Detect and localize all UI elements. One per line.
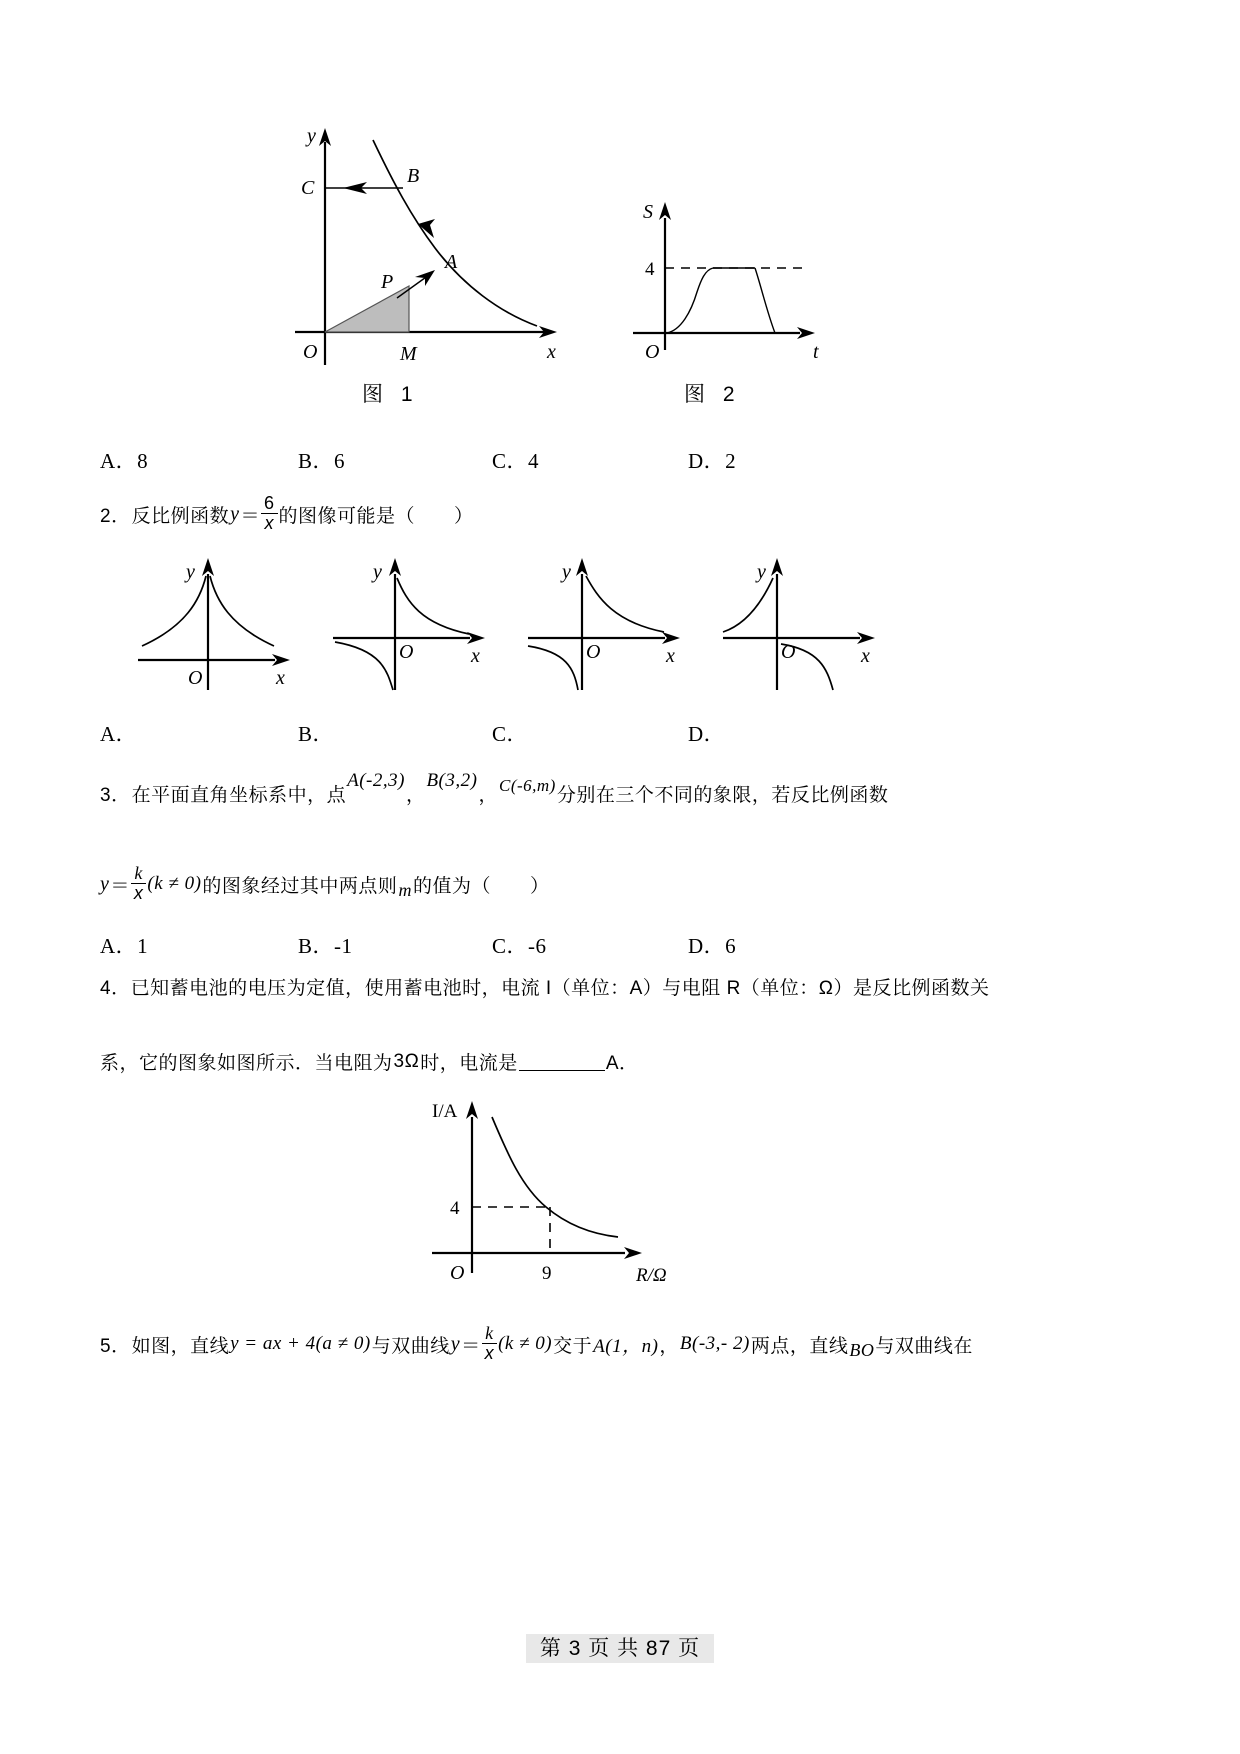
q2-equals: ＝ [240,505,260,527]
figure-2-caption: 图 2 [684,383,741,406]
svg-text:x: x [861,645,870,667]
question-4-line-2 [100,1048,639,1075]
q2-graph-option-d[interactable] [715,552,890,697]
svg-text:O: O [188,667,203,689]
q5-hyperbola-y: y [450,1332,461,1355]
q5-point-b: B(-3,- 2) [679,1333,750,1355]
q2-graph-option-c[interactable] [520,552,695,697]
q3-comma-1: ， [405,785,426,806]
q3-line1-a: 在平面直角坐标系中，点 [131,785,347,806]
svg-text:M: M [400,343,417,365]
q3-number: 3． [100,785,131,806]
svg-text:P: P [381,271,394,293]
svg-text:O: O [399,641,414,663]
q3-option-c[interactable]: C．-6 [492,934,547,958]
svg-text:y: y [307,125,316,147]
q3-line2-b: 的值为（ ） [412,875,550,897]
q5-hyperbola-fraction [482,1324,498,1363]
figure-2 [625,190,845,375]
question-3-formula-line [100,865,549,904]
svg-text:y: y [757,561,766,583]
q3-formula-numerator: k [134,863,143,883]
q5-text-d: 两点，直线 [750,1335,849,1357]
svg-text:x: x [547,341,556,363]
q3-option-b[interactable]: B．-1 [298,934,353,958]
q3-formula-condition: (k ≠ 0) [147,873,202,895]
q3-point-a: A(-2,3) [347,769,405,791]
svg-text:9: 9 [542,1263,552,1284]
q4-line1: 已知蓄电池的电压为定值，使用蓄电池时，电流 I（单位：A）与电阻 R（单位：Ω）是反比例函数关 [130,978,990,999]
q4-line2-c: A． [605,1053,639,1074]
q3-option-d[interactable]: D．6 [688,934,737,958]
q5-hyperbola-numerator: k [485,1323,494,1343]
q3-formula-equals: ＝ [110,875,130,897]
q5-line-bo: BO [849,1339,875,1360]
q2-frac-denominator: x [261,513,278,533]
q3-point-c: C(-6,m) [498,775,556,795]
q2-graph-option-b[interactable] [325,552,500,697]
svg-text:C: C [301,177,315,199]
q5-text-e: 与双曲线在 [875,1335,973,1357]
svg-text:O: O [450,1262,465,1284]
q4-line2-a: 系，它的图象如图所示．当电阻为 [100,1053,393,1074]
q5-point-comma: ， [659,1335,679,1357]
q3-point-b: B(3,2) [426,769,478,791]
q5-line-equation: y = ax + 4(a ≠ 0) [230,1333,371,1355]
q5-hyperbola-denominator: x [482,1343,498,1363]
question-2-stem [100,495,474,534]
q4-answer-blank[interactable] [519,1053,605,1071]
figure-q4-current-resistance [410,1095,730,1300]
q5-hyperbola-equals: ＝ [461,1335,481,1357]
q1-option-d[interactable]: D．2 [688,449,737,473]
q2-option-d-label[interactable]: D． [688,722,726,746]
svg-text:O: O [645,341,660,363]
q2-number: 2． [100,505,131,527]
svg-text:x: x [666,645,675,667]
q4-ohm-value: 3Ω [393,1050,420,1072]
svg-text:x: x [276,667,285,689]
question-3-stem [100,769,1160,807]
q3-line1-b: 分别在三个不同的象限，若反比例函数 [556,785,889,806]
q3-formula-denominator: x [131,883,147,903]
q5-text-b: 与双曲线 [371,1335,450,1357]
q2-fraction [261,494,278,533]
svg-text:O: O [781,641,796,663]
q5-text-a: 如图，直线 [131,1335,230,1357]
q1-option-c[interactable]: C．4 [492,449,540,473]
svg-text:y: y [373,561,382,583]
page-number-text: 第 3 页 共 87 页 [526,1634,714,1663]
q2-option-a-label[interactable]: A． [100,722,138,746]
svg-text:B: B [407,165,420,187]
q2-stem-after: 的图像可能是（ ） [278,505,474,527]
svg-text:x: x [471,645,480,667]
q3-option-a[interactable]: A．1 [100,934,149,958]
svg-text:4: 4 [645,259,655,280]
q5-number: 5． [100,1335,131,1357]
q3-formula-fraction [131,864,147,903]
q3-formula-y: y [100,872,110,895]
q5-point-a: A(1，n) [593,1335,659,1357]
svg-text:R/Ω: R/Ω [636,1265,667,1286]
svg-text:I/A: I/A [432,1101,458,1122]
q1-option-a[interactable]: A．8 [100,449,149,473]
figure-1 [285,120,575,375]
svg-text:y: y [562,561,571,583]
svg-text:y: y [186,561,195,583]
q2-stem-before: 反比例函数 [131,505,230,527]
q2-var-y: y [230,502,240,525]
q5-text-c: 交于 [553,1335,593,1357]
q1-option-b[interactable]: B．6 [298,449,346,473]
figure-1-caption: 图 1 [362,383,419,406]
svg-text:A: A [445,251,458,273]
svg-text:t: t [813,341,819,363]
svg-text:S: S [643,201,653,223]
q4-number: 4． [100,978,131,999]
q4-line2-b: 时，电流是 [420,1053,518,1074]
question-5-stem [100,1325,973,1364]
q2-option-b-label[interactable]: B． [298,722,335,746]
q2-graph-option-a[interactable] [130,552,305,697]
question-4-line-1 [100,973,990,1000]
svg-text:O: O [586,641,601,663]
svg-text:4: 4 [450,1198,460,1219]
q3-comma-2: ， [478,785,498,806]
q3-var-m: m [398,879,412,900]
q2-frac-numerator: 6 [264,493,275,513]
q5-hyperbola-condition: (k ≠ 0) [498,1333,553,1355]
svg-text:O: O [303,341,318,363]
q3-line2-a: 的图象经过其中两点则 [202,875,398,897]
q2-option-c-label[interactable]: C． [492,722,529,746]
page-footer [0,1632,1240,1662]
